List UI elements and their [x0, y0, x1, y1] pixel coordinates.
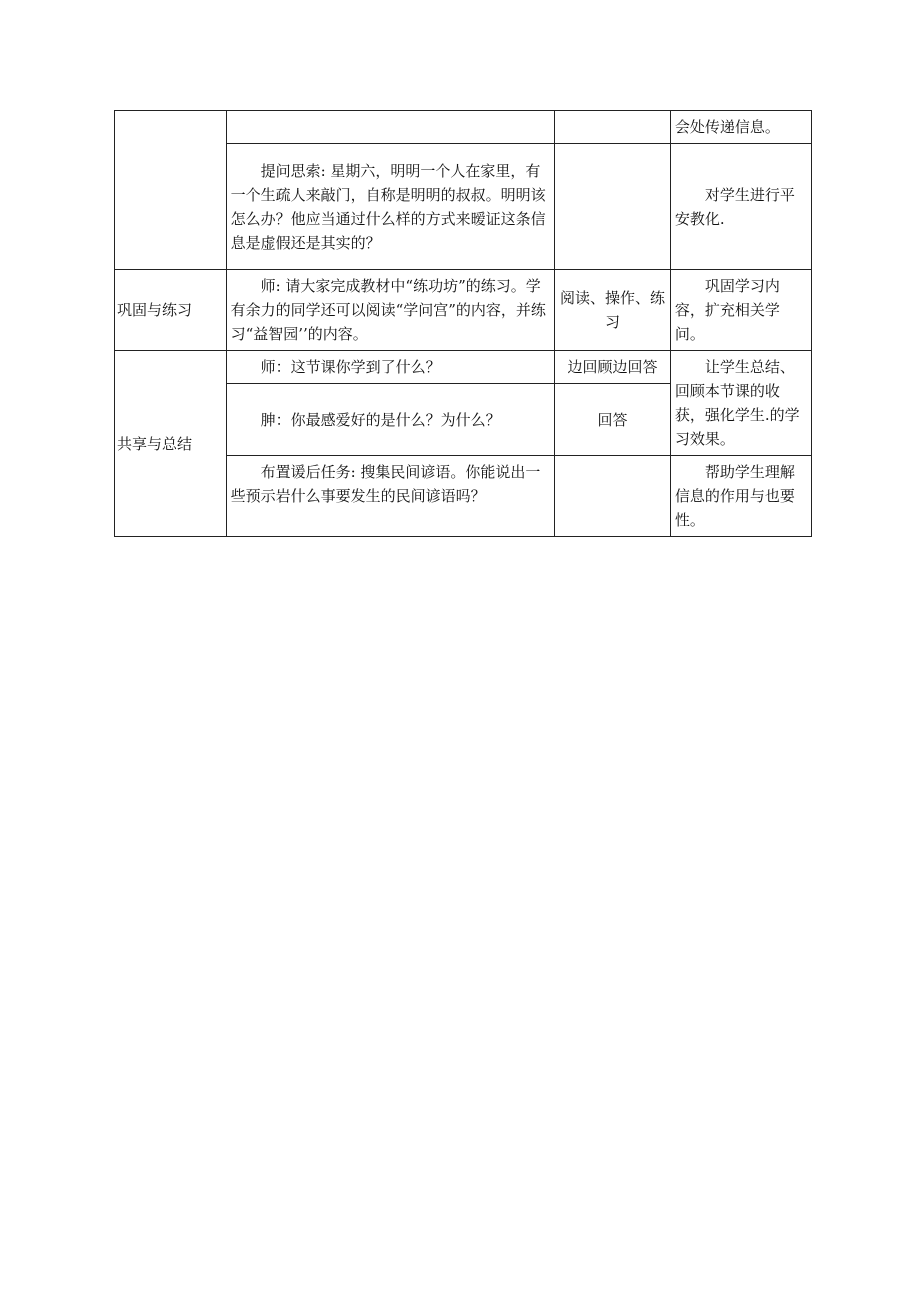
activity-cell: 边回顾边回答 [555, 351, 671, 384]
activity-cell: 回答 [555, 384, 671, 456]
table-row [115, 351, 812, 384]
activity-cell: 阅读、操作、练习 [555, 270, 671, 351]
stage-cell: 巩固与练习 [115, 270, 227, 351]
content-cell [226, 111, 554, 144]
activity-cell [555, 111, 671, 144]
content-cell: 胂：你最感爱好的是什么？为什么？ [226, 384, 554, 456]
intent-cell: 会处传递信息。 [670, 111, 811, 144]
table-row [115, 270, 812, 351]
intent-cell: 对学生进行平安教化. [670, 144, 811, 270]
content-cell: 提问思索: 星期六，明明一个人在家里，有一个生疏人来敲门，自称是明明的叔叔。明明该怎么办？他应当通过什么样的方式来暧证这条信息是虚假还是其实的？ [226, 144, 554, 270]
intent-cell: 巩固学习内容，扩充相关学问。 [670, 270, 811, 351]
lesson-plan-table [114, 110, 812, 537]
intent-cell: 让学生总结、回顾本节课的收获，强化学生.的学习效果。 [670, 351, 811, 456]
intent-cell: 帮助学生理解信息的作用与也要性。 [670, 456, 811, 537]
stage-cell: 共享与总结 [115, 351, 227, 537]
content-cell: 师: 请大家完成教材中“练功坊”的练习。学有余力的同学还可以阅读“学问宫”的内容，并练习“益智园’’的内容。 [226, 270, 554, 351]
content-cell: 师：这节课你学到了什么？ [226, 351, 554, 384]
activity-cell [555, 456, 671, 537]
table-row [115, 111, 812, 144]
content-cell: 布置谖后任务: 搜集民间谚语。你能说出一些预示岩什么事要发生的民间谚语吗？ [226, 456, 554, 537]
stage-cell [115, 111, 227, 270]
activity-cell [555, 144, 671, 270]
